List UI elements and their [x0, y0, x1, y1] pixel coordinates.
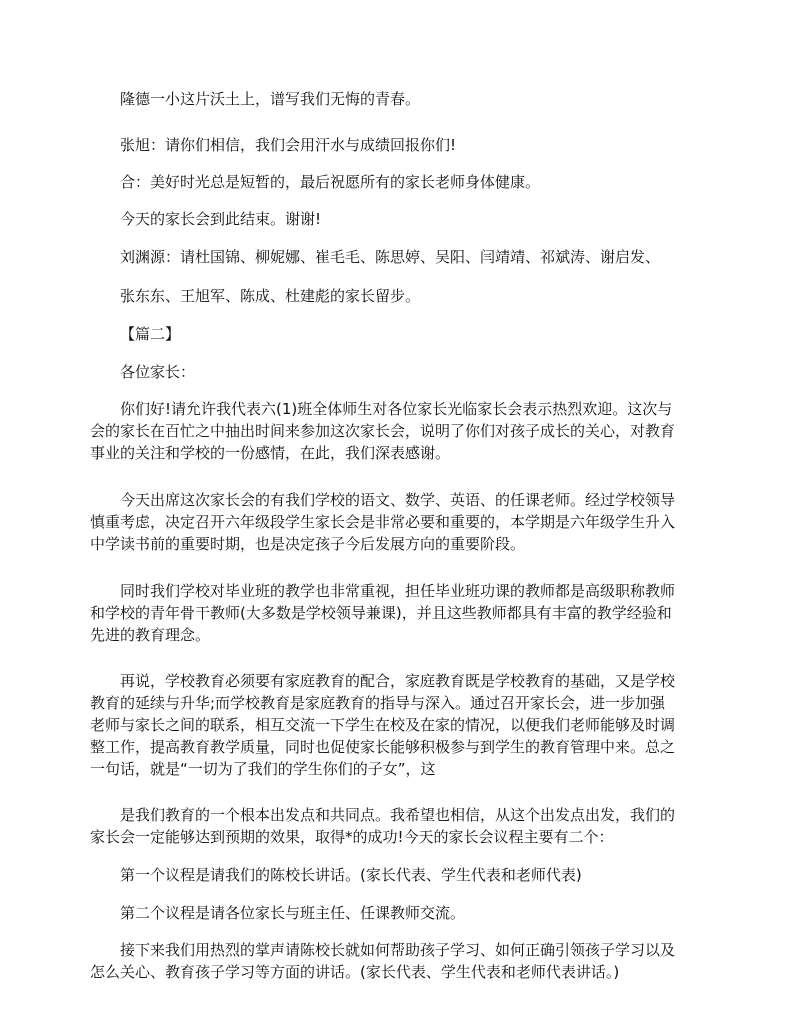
text-line: 今天的家长会到此结束。谢谢! — [120, 210, 322, 228]
paragraph-line: 是我们教育的一个根本出发点和共同点。我希望也相信，从这个出发点出发，我们的 — [120, 806, 676, 824]
paragraph-line: 会的家长在百忙之中抽出时间来参加这次家长会，说明了你们对孩子成长的关心，对教育 — [90, 422, 676, 440]
text-line: 刘渊源：请杜国锦、柳妮娜、崔毛毛、陈思婷、吴阳、闫靖靖、祁斌涛、谢启发、 — [120, 248, 661, 266]
paragraph-line: 家长会一定能够达到预期的效果，取得*的成功!今天的家长会议程主要有二个： — [90, 828, 614, 846]
paragraph-line: 中学读书前的重要时期，也是决定孩子今后发展方向的重要阶段。 — [90, 535, 526, 553]
paragraph-line: 老师与家长之间的联系，相互交流一下学生在校及在家的情况，以便我们老师能够及时调 — [90, 716, 676, 734]
paragraph-line: 事业的关注和学校的一份感情，在此，我们深表感谢。 — [90, 444, 451, 462]
paragraph-line: 再说，学校教育必须要有家庭教育的配合，家庭教育既是学校教育的基础，又是学校 — [120, 672, 676, 690]
text-line: 张东东、王旭军、陈成、杜建彪的家长留步。 — [120, 287, 421, 305]
paragraph-line: 教育的延续与升华;而学校教育是家庭教育的指导与深入。通过召开家长会，进一步加强 — [90, 694, 666, 712]
paragraph-line: 和学校的青年骨干教师(大多数是学校领导兼课)，并且这些教师都具有丰富的教学经验和 — [90, 604, 672, 622]
paragraph-line: 第二个议程是请各位家长与班主任、任课教师交流。 — [120, 904, 466, 922]
paragraph-line: 第一个议程是请我们的陈校长讲话。(家长代表、学生代表和老师代表) — [120, 866, 582, 884]
section-heading: 【篇二】 — [120, 325, 181, 343]
paragraph-line: 接下来我们用热烈的掌声请陈校长就如何帮助孩子学习、如何正确引领孩子学习以及 — [120, 941, 676, 959]
paragraph-line: 先进的教育理念。 — [90, 626, 211, 644]
text-line: 合：美好时光总是短暂的，最后祝愿所有的家长老师身体健康。 — [120, 173, 541, 191]
paragraph-line: 慎重考虑，决定召开六年级段学生家长会是非常必要和重要的，本学期是六年级学生升入 — [90, 513, 676, 531]
paragraph-line: 整工作，提高教育教学质量，同时也促使家长能够积极参与到学生的教育管理中来。总之 — [90, 738, 676, 756]
paragraph-line: 一句话，就是“一切为了我们的学生你们的子女”，这 — [90, 760, 436, 778]
text-line: 张旭：请你们相信，我们会用汗水与成绩回报你们! — [120, 136, 457, 154]
paragraph-line: 怎么关心、教育孩子学习等方面的讲话。(家长代表、学生代表和老师代表讲话。) — [90, 963, 620, 981]
paragraph-line: 你们好!请允许我代表六(1)班全体师生对各位家长光临家长会表示热烈欢迎。这次与 — [120, 400, 673, 418]
salutation: 各位家长： — [120, 363, 196, 381]
text-line: 隆德一小这片沃土上，谱写我们无悔的青春。 — [120, 90, 421, 108]
paragraph-line: 同时我们学校对毕业班的教学也非常重视，担任毕业班功课的教师都是高级职称教师 — [120, 582, 676, 600]
paragraph-line: 今天出席这次家长会的有我们学校的语文、数学、英语、的任课老师。经过学校领导 — [120, 491, 676, 509]
